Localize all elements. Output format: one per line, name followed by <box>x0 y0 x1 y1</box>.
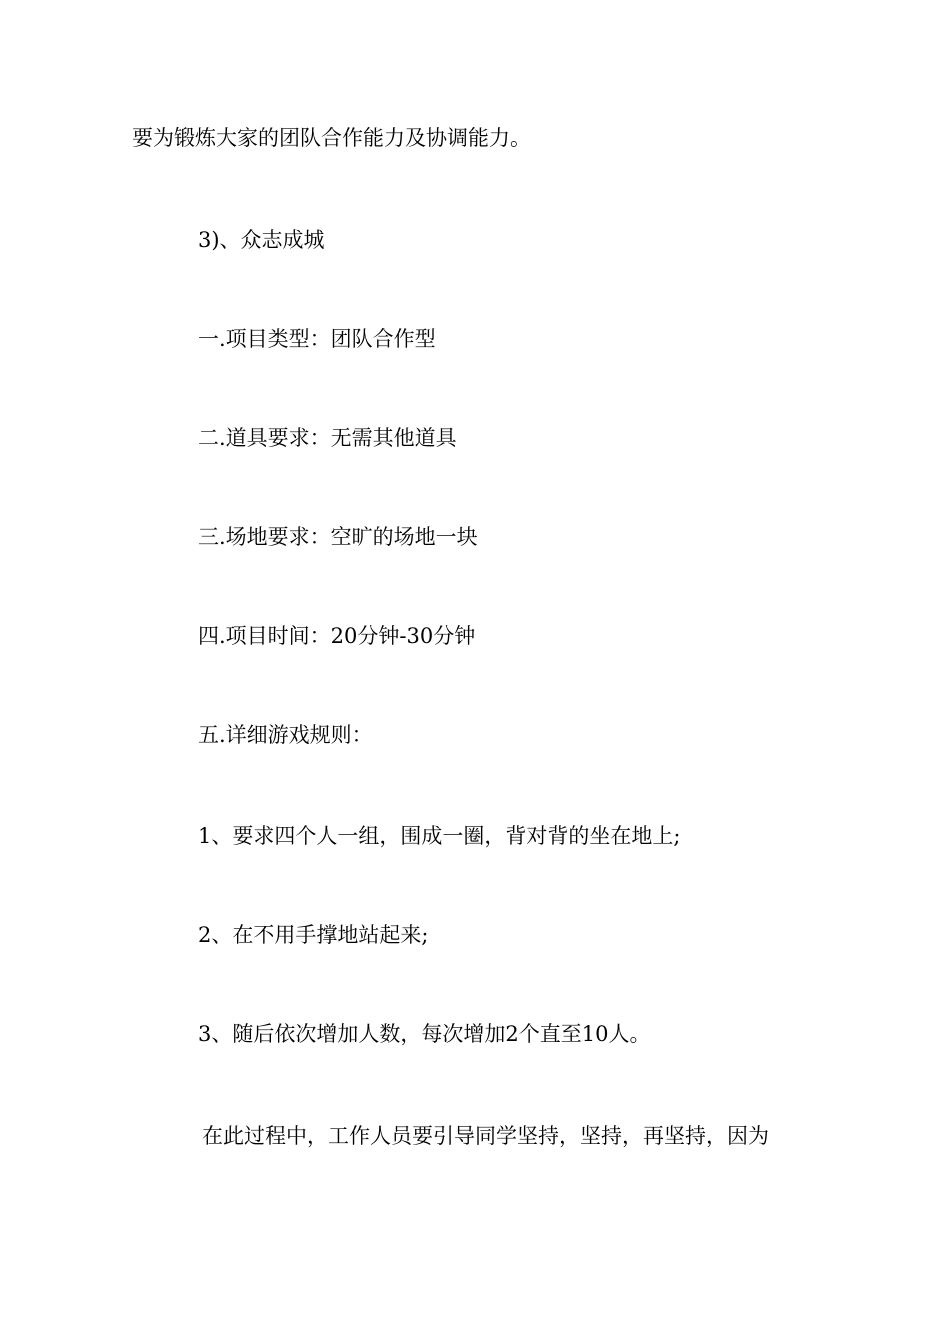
item-rules-heading: 五.详细游戏规则： <box>198 723 373 747</box>
item-project-type: 一.项目类型：团队合作型 <box>198 327 436 351</box>
rule-1: 1、要求四个人一组，围成一圈，背对背的坐在地上; <box>198 824 681 848</box>
item-duration: 四.项目时间：20分钟-30分钟 <box>198 624 476 648</box>
item-venue: 三.场地要求：空旷的场地一块 <box>198 525 478 549</box>
paragraph-note: 在此过程中，工作人员要引导同学坚持，坚持，再坚持，因为 <box>202 1124 769 1148</box>
rule-2: 2、在不用手撑地站起来; <box>198 923 429 947</box>
rule-3: 3、随后依次增加人数，每次增加2个直至10人。 <box>198 1022 651 1046</box>
section-heading: 3)、众志成城 <box>198 228 325 252</box>
item-props: 二.道具要求：无需其他道具 <box>198 426 457 450</box>
paragraph-continuation: 要为锻炼大家的团队合作能力及协调能力。 <box>132 126 531 150</box>
